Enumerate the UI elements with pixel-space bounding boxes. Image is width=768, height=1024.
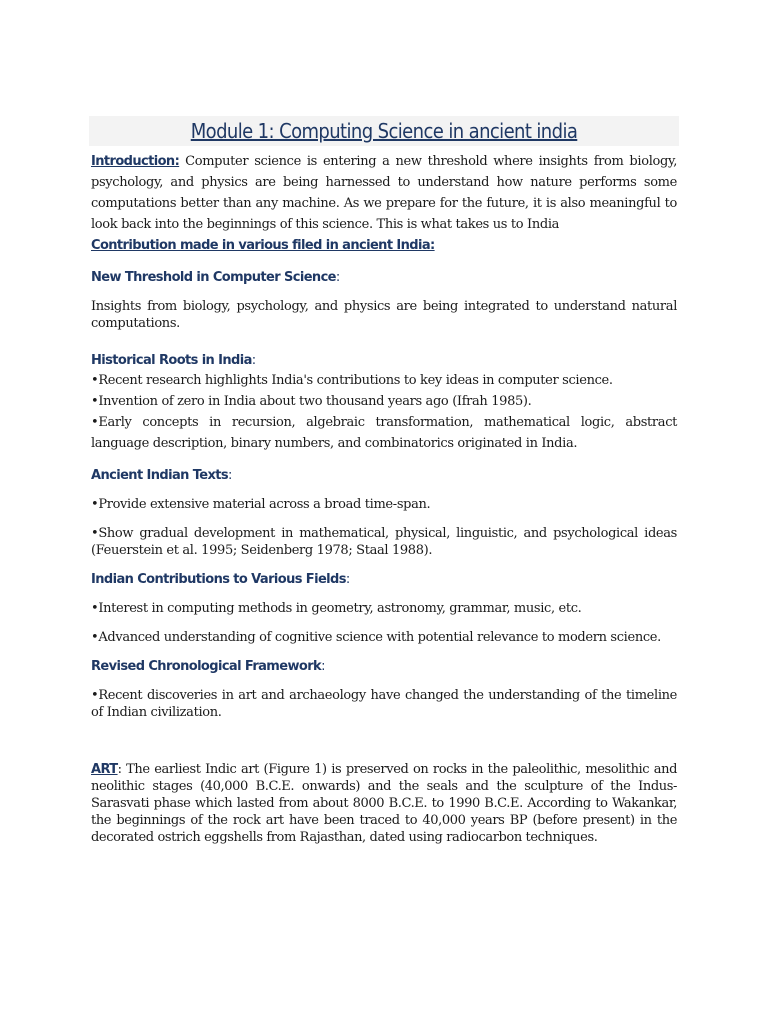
section-heading-new-threshold — [91, 269, 677, 287]
list-item: •Recent research highlights India's contributions to key ideas in computer science. — [91, 373, 613, 388]
list-item: •Early concepts in recursion, algebraic transformation, mathematical logic, abstract language description, binary numbers, and combinatorics originated in India. — [91, 415, 677, 451]
document-page — [91, 116, 677, 846]
list-item: •Provide extensive material across a broad time-span. — [91, 497, 431, 512]
section-heading-colon: : — [228, 468, 232, 483]
list-item: •Show gradual development in mathematical, physical, linguistic, and psychological ideas (Feuerstein et al. 1995; Seidenberg 1978; Staal 1988). — [91, 526, 677, 558]
section-heading-colon: : — [335, 270, 340, 285]
art-paragraph — [91, 761, 677, 846]
art-label: ART — [91, 762, 118, 777]
section-heading-text: New Threshold in Computer Science — [91, 270, 336, 285]
section-heading-text: Indian Contributions to Various Fields — [91, 572, 346, 587]
bullet-list-revised-chronology — [91, 687, 677, 721]
section-heading-colon: : — [321, 659, 325, 674]
section-heading-indian-contributions — [91, 571, 677, 589]
title-band — [89, 116, 679, 146]
intro-label: Introduction: — [91, 154, 180, 169]
list-item: •Advanced understanding of cognitive science with potential relevance to modern science. — [91, 630, 661, 645]
bullet-list-indian-contributions — [91, 600, 677, 646]
intro-text: Computer science is entering a new threshold where insights from biology, psychology, and physics are being harnessed to understand how nature performs some computations better than any machine. As we prepare for the future, it is also meaningful to look back into the beginnings of this science. This is what takes us to India — [91, 154, 677, 232]
section-heading-ancient-texts — [91, 467, 677, 485]
section-heading-text: Revised Chronological Framework — [91, 659, 322, 674]
section-paragraph-new-threshold: Insights from biology, psychology, and physics are being integrated to understand natural computations. — [91, 299, 677, 331]
art-text: : The earliest Indic art (Figure 1) is preserved on rocks in the paleolithic, mesolithic and neolithic stages (40,000 B.C.E. onwards) and the seals and the sculpture of the Indus-Sarasvati phase which lasted from about 8000 B.C.E. to 1990 B.C.E. According to Wakankar, the beginnings of the rock art have been traced to 40,000 years BP (before present) in the decorated ostrich eggshells from Rajasthan, dated using radiocarbon techniques. — [91, 762, 677, 845]
section-heading-colon: : — [251, 353, 256, 368]
list-item: •Recent discoveries in art and archaeology have changed the understanding of the timeline of Indian civilization. — [91, 688, 677, 720]
section-heading-revised-chronology — [91, 658, 677, 676]
intro-paragraph — [91, 151, 677, 235]
bullet-list-ancient-texts — [91, 496, 677, 559]
section-heading-colon: : — [345, 572, 350, 587]
list-item: •Interest in computing methods in geometry, astronomy, grammar, music, etc. — [91, 601, 582, 616]
contribution-heading: Contribution made in various filed in ancient India: — [91, 238, 435, 253]
section-heading-historical-roots — [91, 352, 677, 370]
list-item: •Invention of zero in India about two thousand years ago (Ifrah 1985). — [91, 394, 532, 409]
bullet-list-historical-roots — [91, 370, 677, 454]
section-heading-text: Ancient Indian Texts — [91, 468, 228, 483]
page-title: Module 1: Computing Science in ancient india — [190, 119, 578, 143]
section-heading-text: Historical Roots in India — [91, 353, 252, 368]
